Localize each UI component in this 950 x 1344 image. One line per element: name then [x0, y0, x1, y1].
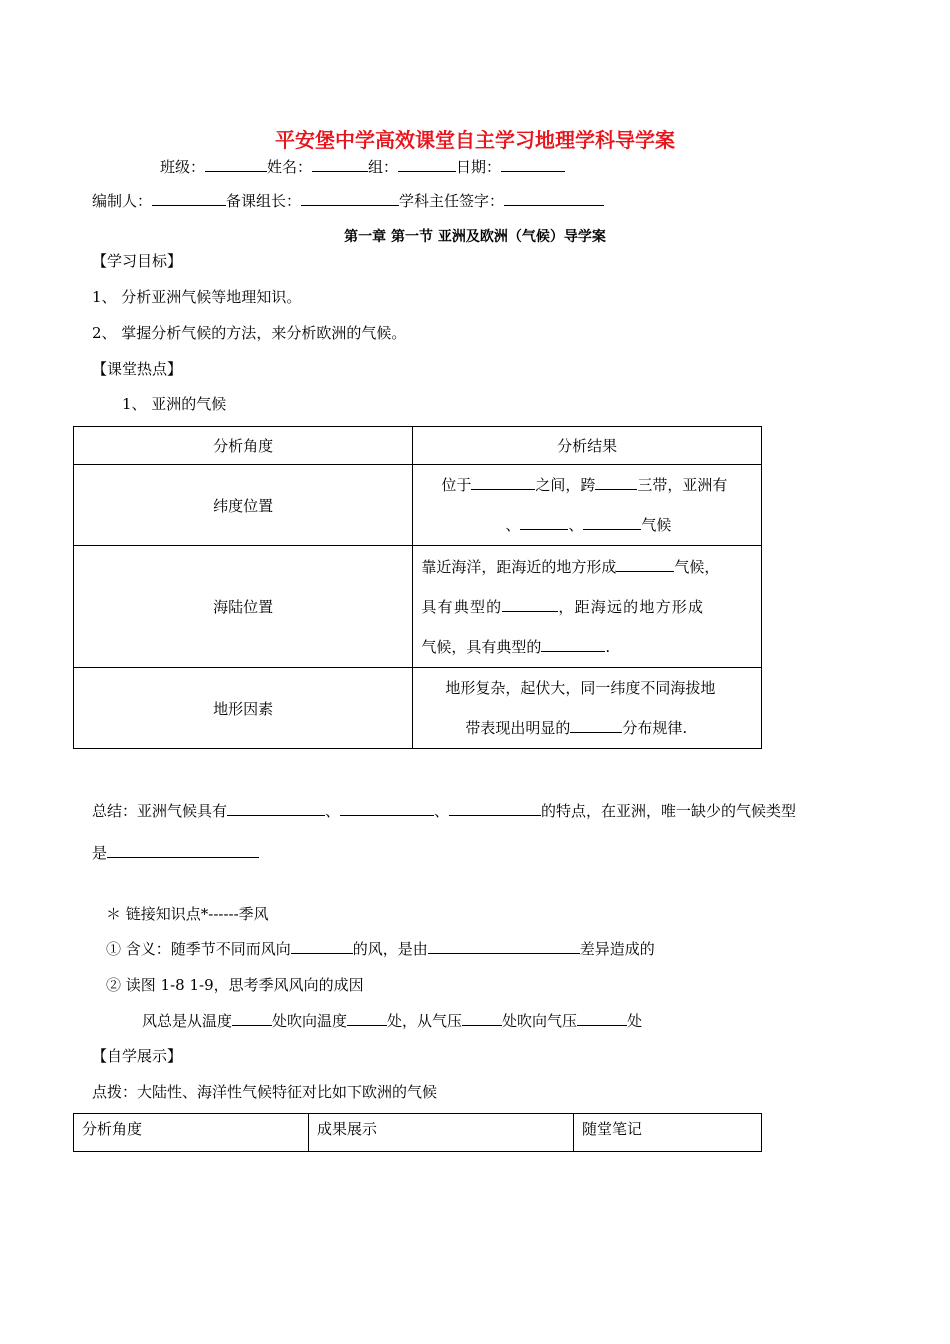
goals-heading: 【学习目标】 [92, 252, 183, 270]
blank-input[interactable] [471, 474, 535, 490]
blank-input[interactable] [595, 474, 637, 490]
result-latitude: 位于 之间，跨 三带，亚洲有 、 、 气候 [413, 465, 762, 546]
hotspots-heading: 【课堂热点】 [92, 360, 183, 378]
date-blank[interactable] [501, 156, 565, 172]
self-show-tip: 点拨：大陆性、海洋性气候特征对比如下欧洲的气候 [92, 1083, 438, 1101]
blank-input[interactable] [227, 800, 325, 816]
group-label: 组： [368, 158, 399, 176]
table-row [74, 668, 762, 749]
class-label: 班级： [160, 158, 206, 176]
table-header-row [74, 427, 762, 465]
result-sea-land: 靠近海洋，距海近的地方形成 气候， 具有典型的 ，距海远的地方形成 气候，具有典型的 . [413, 546, 762, 668]
table-header-result: 成果展示 [309, 1114, 574, 1152]
angle-terrain: 地形因素 [74, 668, 413, 749]
link-read: ② 读图 1-8 1-9，思考季风风向的成因 [106, 976, 364, 994]
self-show-heading: 【自学展示】 [92, 1047, 183, 1065]
asia-climate-table [73, 426, 762, 749]
blank-input[interactable] [462, 1010, 502, 1026]
name-label: 姓名： [267, 158, 313, 176]
result-terrain: 地形复杂，起伏大，同一纬度不同海拔地 带表现出明显的 分布规律. [413, 668, 762, 749]
goal-item: 1、 分析亚洲气候等地理知识。 [92, 288, 302, 306]
angle-sea-land: 海陆位置 [74, 546, 413, 668]
summary-line1: 总结：亚洲气候具有 、 、 的特点，在亚洲，唯一缺少的气候类型 [92, 802, 797, 820]
blank-input[interactable] [583, 514, 641, 530]
table-header-result: 分析结果 [413, 427, 762, 465]
angle-latitude: 纬度位置 [74, 465, 413, 546]
europe-climate-table [73, 1113, 762, 1152]
table-header-notes: 随堂笔记 [574, 1114, 762, 1152]
director-blank[interactable] [504, 190, 604, 206]
blank-input[interactable] [616, 556, 674, 572]
table-header-row [74, 1114, 762, 1152]
page-title: 平安堡中学高效课堂自主学习地理学科导学案 [275, 128, 675, 152]
blank-input[interactable] [107, 842, 259, 858]
goal-item: 2、 掌握分析气候的方法，来分析欧洲的气候。 [92, 324, 407, 342]
table-header-angle: 分析角度 [74, 427, 413, 465]
leader-blank[interactable] [301, 190, 399, 206]
blank-input[interactable] [541, 636, 605, 652]
editor-label: 编制人： [92, 192, 153, 210]
lesson-title: 第一章 第一节 亚洲及欧洲（气候）导学案 [344, 229, 606, 245]
blank-input[interactable] [232, 1010, 272, 1026]
blank-input[interactable] [428, 938, 580, 954]
header-fields-row1 [160, 156, 565, 177]
table-row [74, 465, 762, 546]
table-row [74, 546, 762, 668]
blank-input[interactable] [347, 1010, 387, 1026]
leader-label: 备课组长： [226, 192, 302, 210]
link-heading: ＊ 链接知识点*------季风 [106, 905, 269, 923]
blank-input[interactable] [502, 596, 558, 612]
hotspots-sub: 1、 亚洲的气候 [122, 395, 227, 413]
blank-input[interactable] [291, 938, 353, 954]
date-label: 日期： [456, 158, 502, 176]
table-header-angle: 分析角度 [74, 1114, 309, 1152]
blank-input[interactable] [577, 1010, 627, 1026]
name-blank[interactable] [312, 156, 368, 172]
link-wind: 风总是从温度 处吹向温度 处，从气压 处吹向气压 处 [142, 1012, 643, 1030]
editor-blank[interactable] [152, 190, 226, 206]
blank-input[interactable] [449, 800, 541, 816]
header-fields-row2 [92, 190, 604, 211]
class-blank[interactable] [205, 156, 267, 172]
director-label: 学科主任签字： [399, 192, 505, 210]
group-blank[interactable] [398, 156, 456, 172]
blank-input[interactable] [570, 717, 622, 733]
link-definition: ① 含义：随季节不同而风向 的风，是由 差异造成的 [106, 940, 655, 958]
blank-input[interactable] [520, 514, 568, 530]
blank-input[interactable] [340, 800, 434, 816]
summary-line2: 是 [92, 842, 259, 863]
